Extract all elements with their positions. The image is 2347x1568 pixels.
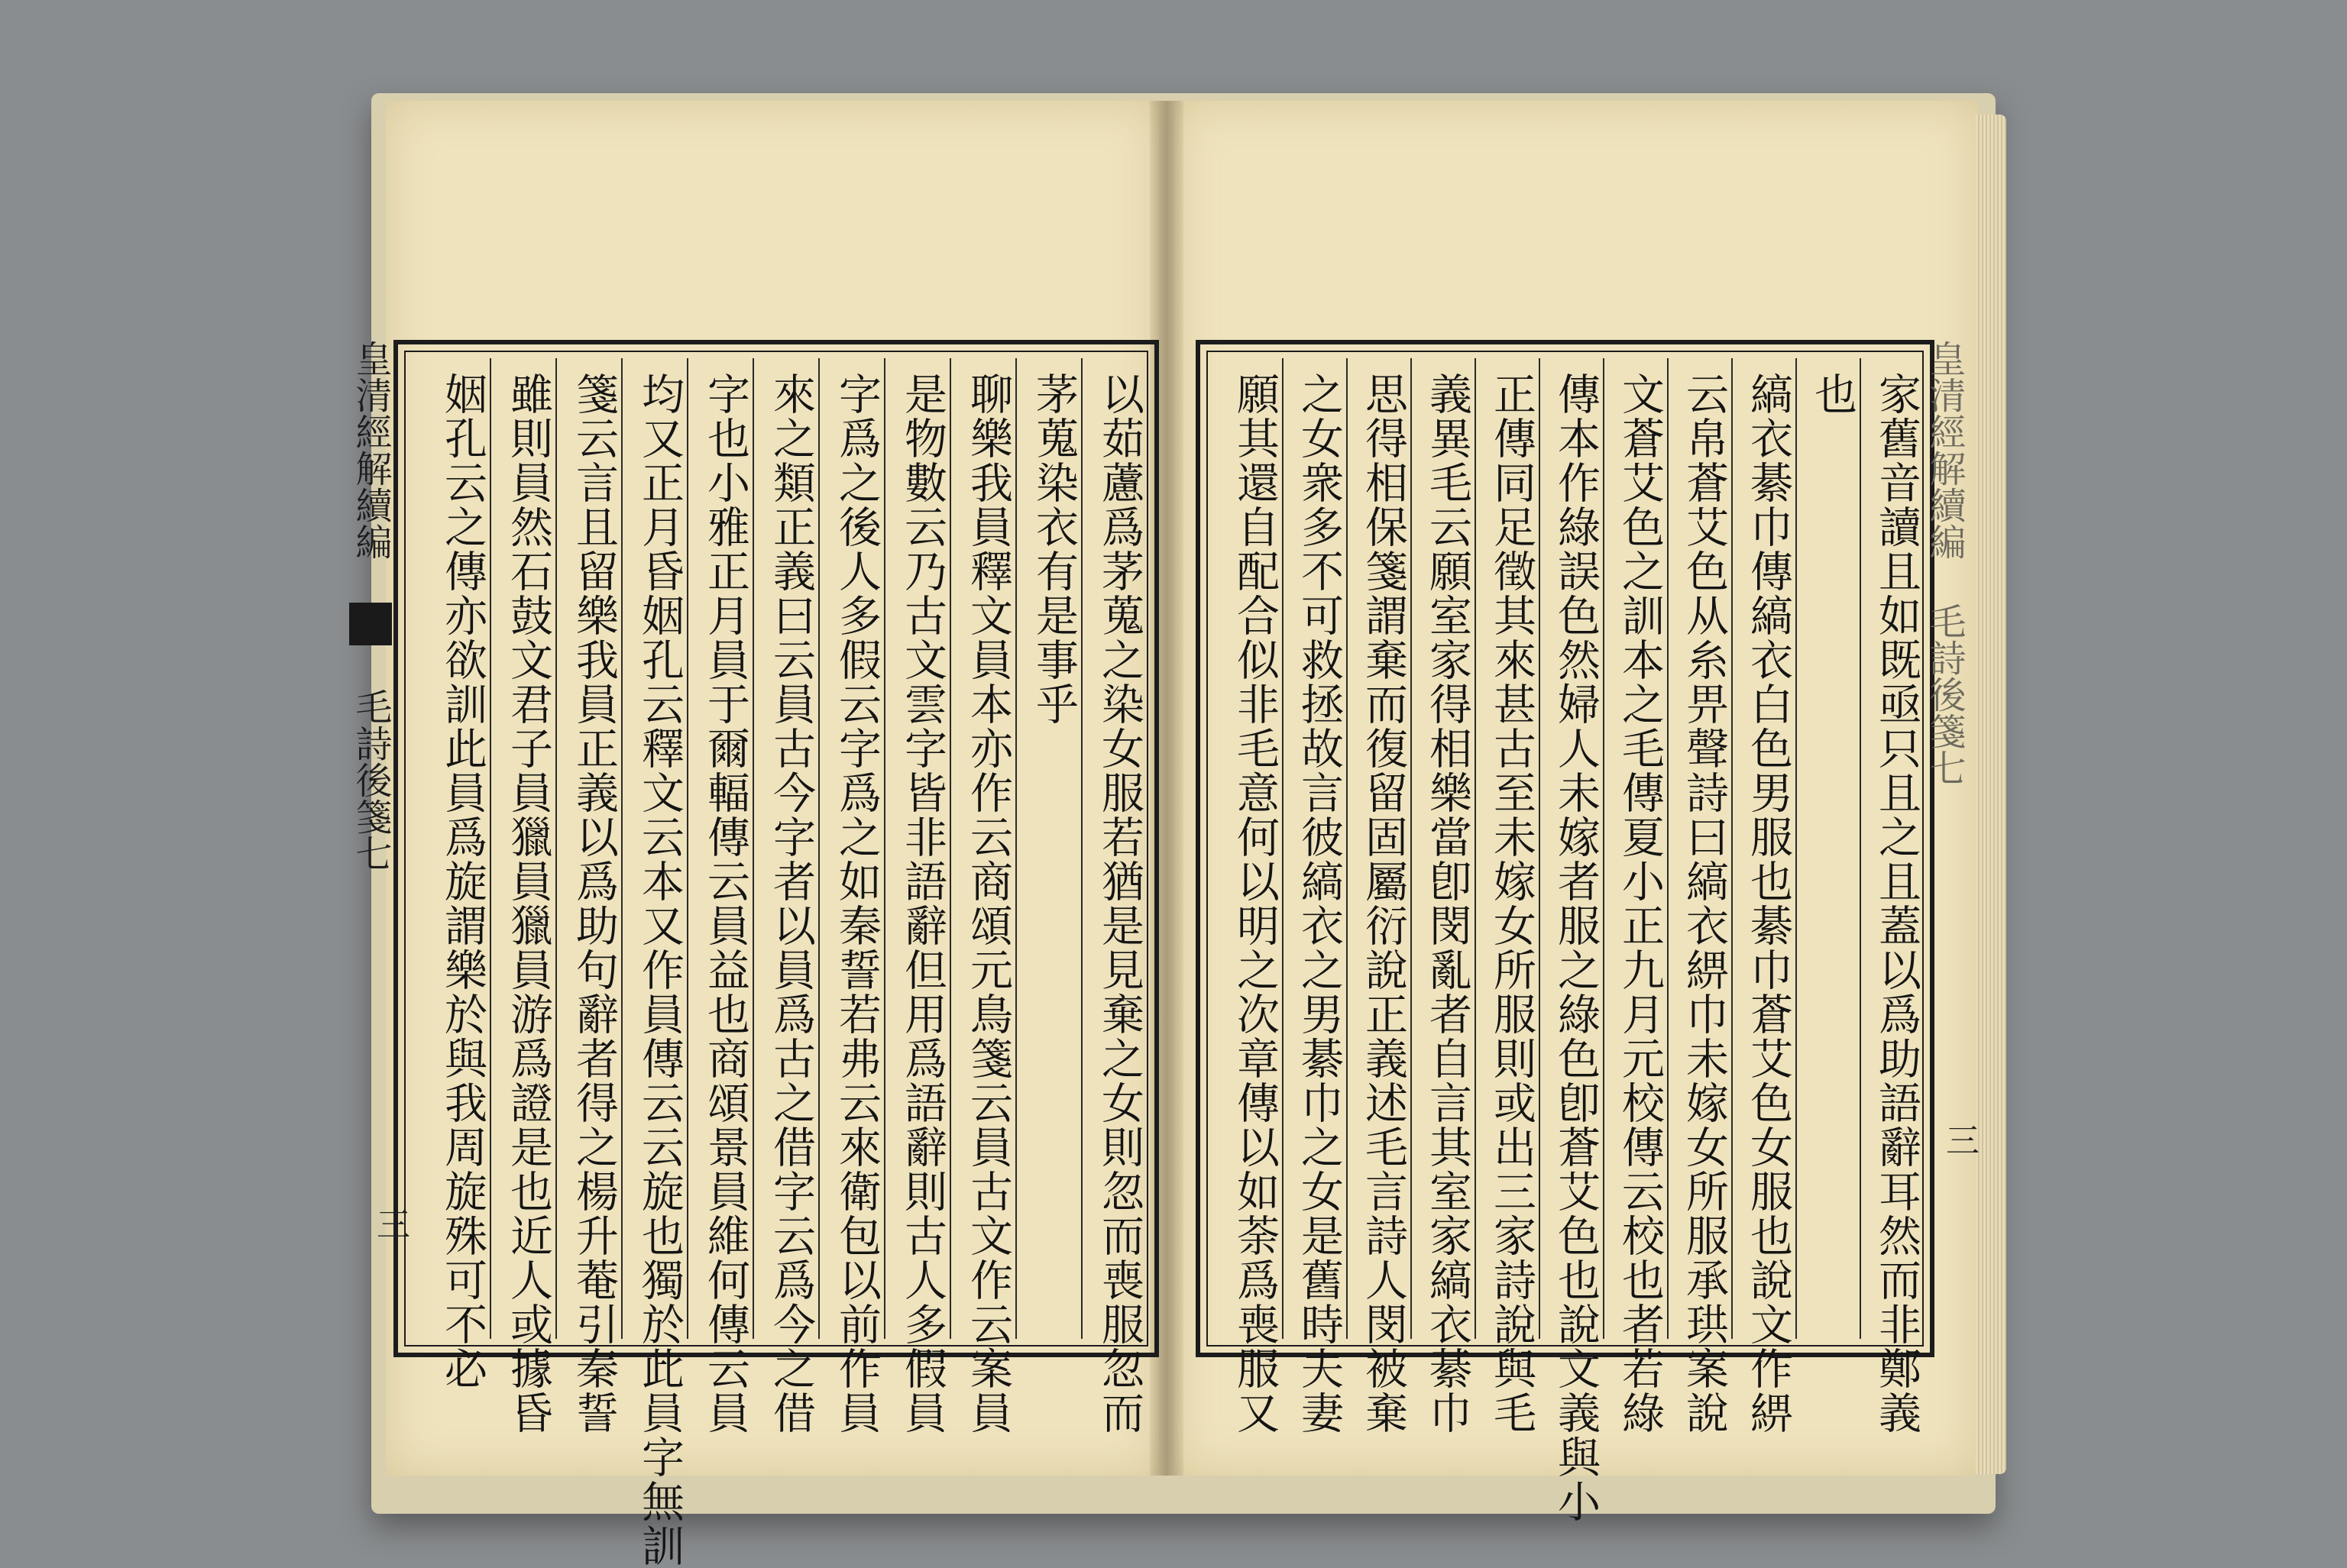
right-text-frame (1196, 340, 1934, 1524)
left-inner-border (404, 351, 1148, 1568)
column-rule (818, 358, 820, 1339)
right-column: 正傳同足徵其來甚古至未嫁女所服則或出三家詩說與毛 (1487, 372, 1536, 1435)
column-rule (753, 358, 754, 1339)
column-rule (1795, 358, 1797, 1339)
column-rule (1475, 358, 1476, 1339)
left-column: 茅蒐染衣有是事乎 (1029, 372, 1079, 726)
left-column: 以茹藘爲茅蒐之染女服若猶是見棄之女則忽而喪服忽而 (1095, 372, 1144, 1435)
column-rule (1731, 358, 1733, 1339)
right-column: 縞衣綦巾傳縞衣白色男服也綦巾蒼艾色女服也說文作綥 (1743, 372, 1793, 1435)
right-column: 思得相保箋謂棄而復留固屬衍說正義述毛言詩人閔被棄 (1358, 372, 1408, 1435)
left-column: 均又正月昏姻孔云釋文云本又作員傳云云旋也獨於此員字無訓 (635, 372, 685, 1568)
left-column: 箋云言且留樂我員正義以爲助句辭者得之楊升菴引秦誓 (569, 372, 619, 1435)
column-rule (1346, 358, 1348, 1339)
left-banxin-title: 皇清經解續編 (349, 340, 392, 560)
right-column: 義異毛云願室家得相樂當卽閔亂者自言其室家縞衣綦巾 (1423, 372, 1472, 1435)
left-column: 雖則員然石鼓文君子員獵員獵員游爲證是也近人或據昏 (503, 372, 553, 1435)
right-banxin (1923, 340, 1971, 1348)
right-inner-border (1206, 351, 1924, 1524)
left-column: 字也小雅正月員于爾輻傳云員益也商頌景員維何傳云員 (701, 372, 750, 1435)
right-banxin-title: 皇清經解續編 (1923, 340, 1966, 560)
left-column: 字爲之後人多假云字爲之如秦誓若弗云來衛包以前作員 (832, 372, 882, 1435)
page-stack-edge (1976, 115, 2006, 1474)
right-column: 傳本作綠誤色然婦人未嫁者服之綠色卽蒼艾色也說文義與小 (1551, 372, 1601, 1524)
left-banxin (349, 340, 397, 1348)
column-rule (1539, 358, 1540, 1339)
left-column: 來之類正義曰云員古今字者以員爲古之借字云爲今之借 (766, 372, 816, 1435)
fishtail-mark: ■ (349, 603, 392, 645)
right-folio: 三 (1940, 1123, 1979, 1156)
right-column: 之女衆多不可救拯故言彼縞衣之男綦巾之女是舊時夫妻 (1294, 372, 1344, 1435)
right-column: 家舊音讀且如既亟只且之且蓋以爲助語辭耳然而非鄭義 (1872, 372, 1921, 1435)
column-rule (1603, 358, 1604, 1339)
left-text-frame (393, 340, 1159, 1568)
right-column: 云帛蒼艾色从糸畀聲詩曰縞衣綥巾未嫁女所服承珙案說 (1679, 372, 1729, 1435)
right-column: 願其還自配合似非毛意何以明之次章傳以如荼爲喪服又 (1230, 372, 1280, 1435)
column-rule (1667, 358, 1669, 1339)
right-column: 也 (1808, 372, 1857, 416)
column-rule (490, 358, 491, 1339)
column-rule (884, 358, 885, 1339)
column-rule (950, 358, 951, 1339)
left-column: 姻孔云之傳亦欲訓此員爲旋謂樂於與我周旋殊可不必 (438, 372, 487, 1391)
column-rule (1282, 358, 1284, 1339)
left-banxin-subtitle: 毛詩後箋七 (349, 688, 392, 871)
left-column: 是物數云乃古文雲字皆非語辭但用爲語辭則古人多假員 (898, 372, 947, 1435)
right-banxin-subtitle: 毛詩後箋七 (1923, 603, 1966, 786)
column-rule (687, 358, 688, 1339)
left-column: 聊樂我員釋文員本亦作云商頌元鳥箋云員古文作云案員 (963, 372, 1013, 1435)
column-rule (1860, 358, 1861, 1339)
column-rule (621, 358, 623, 1339)
left-folio: 三 (371, 1207, 410, 1240)
column-rule (1015, 358, 1017, 1339)
column-rule (1081, 358, 1083, 1339)
column-rule (555, 358, 557, 1339)
right-column: 文蒼艾色之訓本之毛傳夏小正九月元校傳云校也者若綠 (1615, 372, 1665, 1435)
column-rule (1410, 358, 1412, 1339)
